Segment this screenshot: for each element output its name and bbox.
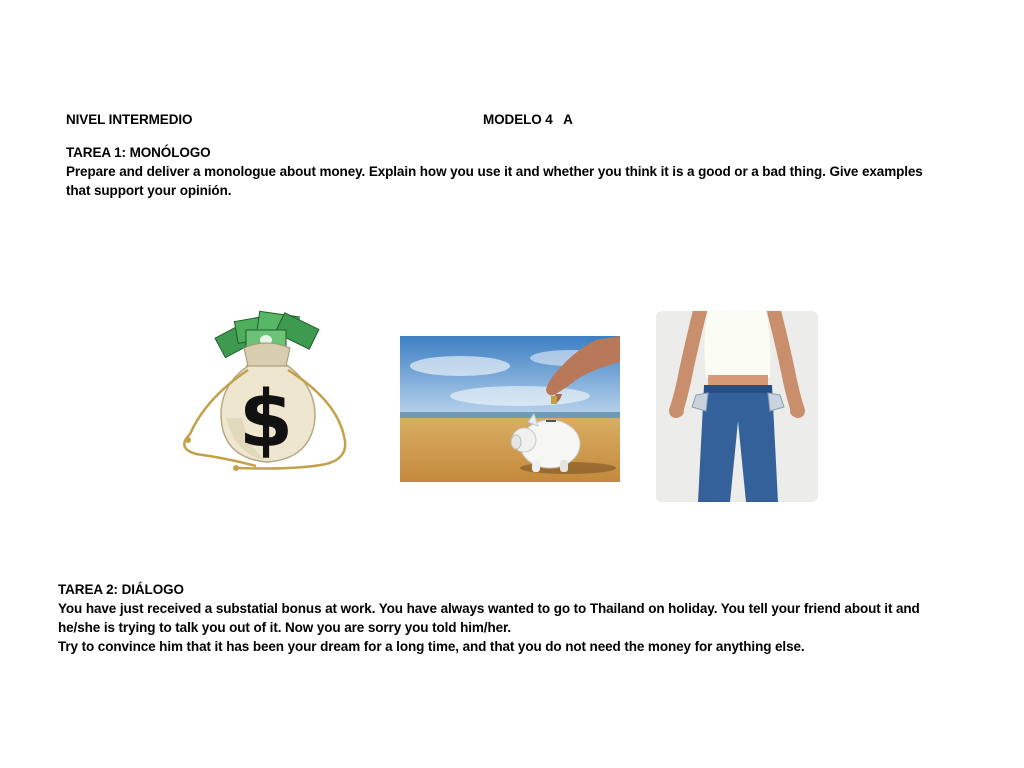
- dollar-sign-icon: $: [238, 375, 294, 465]
- task1-title: TAREA 1: MONÓLOGO: [66, 145, 211, 160]
- money-bag-image: [166, 308, 360, 478]
- task2-instructions-line1: You have just received a substatial bonus at work. You have always wanted to go to Thailand on holiday. You tell your friend about it and: [58, 601, 920, 616]
- task2-instructions-line2: he/she is trying to talk you out of it. Now you are sorry you told him/her.: [58, 620, 512, 635]
- model-label: MODELO 4 A: [483, 112, 573, 127]
- empty-pockets-image: [656, 311, 818, 502]
- task1-instructions-line2: that support your opinión.: [66, 183, 232, 198]
- task1-instructions-line1: Prepare and deliver a monologue about money. Explain how you use it and whether you think it is a good or a bad thing. Give examples: [66, 164, 923, 179]
- piggy-bank-beach-image: [400, 336, 620, 482]
- task2-instructions-line3: Try to convince him that it has been your dream for a long time, and that you do not need the money for anything else.: [58, 639, 805, 654]
- level-label: NIVEL INTERMEDIO: [66, 112, 193, 127]
- task2-title: TAREA 2: DIÁLOGO: [58, 582, 184, 597]
